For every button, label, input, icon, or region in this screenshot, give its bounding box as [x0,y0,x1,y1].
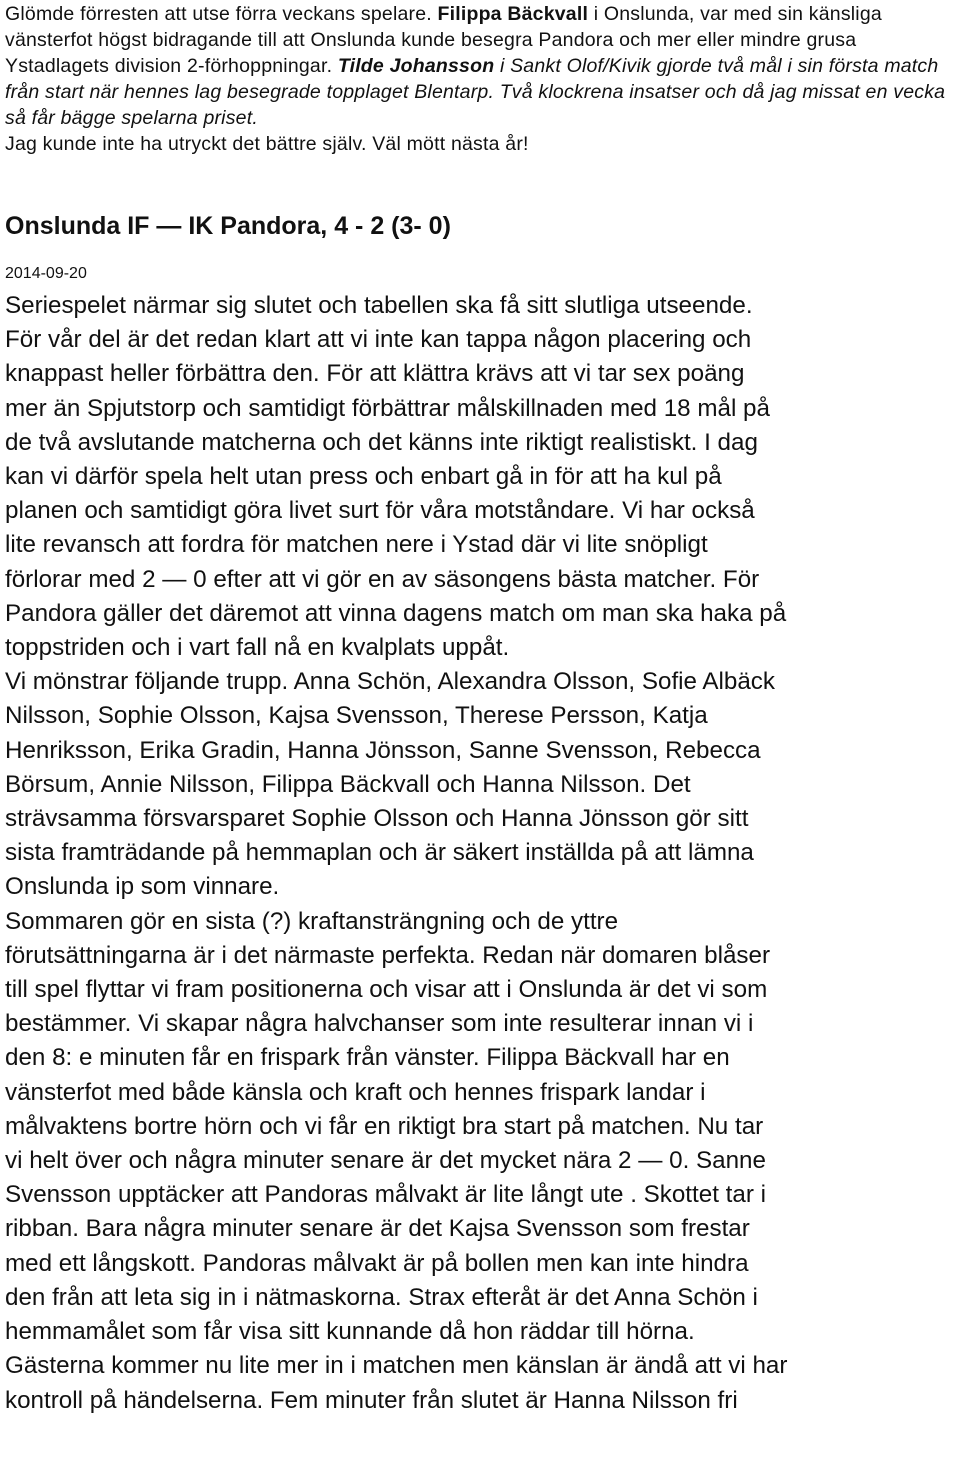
article-headline: Onslunda IF — IK Pandora, 4 - 2 (3- 0) [5,212,451,240]
article-body-line: bestämmer. Vi skapar några halvchanser som inte resulterar innan vi i [5,1010,754,1038]
article-body-line: förutsättningarna är i det närmaste perfekta. Redan när domaren blåser [5,941,771,969]
intro-closing: Jag kunde inte ha utryckt det bättre själv. Väl mött nästa år! [5,133,529,155]
article-body-line: vi helt över och några minuter senare är det mycket nära 2 — 0. Sanne [5,1147,766,1175]
article-body-line: mer än Spjutstorp och samtidigt förbättrar målskillnaden med 18 mål på [5,394,770,422]
article-body-line: kontroll på händelserna. Fem minuter från slutet är Hanna Nilsson fri [5,1386,738,1414]
intro-text-b: i Onslunda, var med sin känsliga vänsterfot högst bidragande till att Onslunda kunde besegra Pandora och mer eller mindre grusa Ystadlagets division 2-förhoppningar. [5,3,882,77]
article-body-line: strävsamma försvarsparet Sophie Olsson och Hanna Jönsson gör sitt [5,805,749,833]
article-date: 2014-09-20 [5,265,87,282]
intro-text-a: Glömde förresten att utse förra veckans spelare. [5,3,438,25]
article-body-line: knappast heller förbättra den. För att klättra krävs att vi tar sex poäng [5,360,745,388]
article-body-line: de två avslutande matcherna och det känns inte riktigt realistiskt. I dag [5,428,758,456]
article-body-line: målvaktens bortre hörn och vi får en riktigt bra start på matchen. Nu tar [5,1112,764,1140]
article-body-line: Svensson upptäcker att Pandoras målvakt är lite långt ute . Skottet tar i [5,1181,766,1209]
article-body [5,289,955,1418]
article-body-line: vänsterfot med både känsla och kraft och hennes frispark landar i [5,1078,706,1106]
article-body-line: den 8: e minuten får en frispark från vänster. Filippa Bäckvall har en [5,1044,730,1072]
document-page [5,0,955,1418]
article-body-line: Henriksson, Erika Gradin, Hanna Jönsson, Sanne Svensson, Rebecca [5,736,761,764]
article-body-line: toppstriden och i vart fall nå en kvalplats uppåt. [5,634,510,662]
article-body-line: Gästerna kommer nu lite mer in i matchen men känslan är ändå att vi har [5,1352,788,1380]
article-body-line: Onslunda ip som vinnare. [5,873,280,901]
article-body-line: Pandora gäller det däremot att vinna dagens match om man ska haka på [5,599,787,627]
article-body-line: Seriespelet närmar sig slutet och tabellen ska få sitt slutliga utseende. [5,292,753,319]
article-body-line: med ett långskott. Pandoras målvakt är på bollen men kan inte hindra [5,1249,749,1277]
article-body-line: lite revansch att fordra för matchen nere i Ystad där vi lite snöpligt [5,531,708,559]
intro-text-d: Två klockrena insatser och då jag missat en vecka så får bägge spelarna priset. [5,81,946,129]
article-body-line: förlorar med 2 — 0 efter att vi gör en av säsongens bästa matcher. För [5,565,760,593]
article-body-line: ribban. Bara några minuter senare är det Kajsa Svensson som frestar [5,1215,750,1243]
player-name-tilde: Tilde Johansson [337,55,495,77]
article-body-line: Vi mönstrar följande trupp. Anna Schön, Alexandra Olsson, Sofie Albäck [5,668,775,696]
player-name-filippa: Filippa Bäckvall [437,3,589,25]
article-body-line: Sommaren gör en sista (?) kraftansträngning och de yttre [5,907,619,935]
intro-paragraph [5,0,955,157]
article-body-line: För vår del är det redan klart att vi inte kan tappa någon placering och [5,326,752,354]
article-body-line: sista framträdande på hemmaplan och är säkert inställda på att lämna [5,839,754,867]
article-body-line: planen och samtidigt göra livet surt för våra motståndare. Vi har också [5,497,755,525]
article-body-line: hemmamålet som får visa sitt kunnande då hon räddar till hörna. [5,1318,695,1346]
article-body-line: kan vi därför spela helt utan press och enbart gå in för att ha kul på [5,463,722,491]
article-body-line: till spel flyttar vi fram positionerna och visar att i Onslunda är det vi som [5,976,768,1004]
intro-text-c: i Sankt Olof/Kivik gjorde två mål i sin första match från start när hennes lag besegrade topplaget Blentarp. [5,55,939,103]
article-body-line: Börsum, Annie Nilsson, Filippa Bäckvall och Hanna Nilsson. Det [5,770,691,798]
article-body-line: Nilsson, Sophie Olsson, Kajsa Svensson, Therese Persson, Katja [5,702,708,730]
article-body-line: den från att leta sig in i nätmaskorna. Strax efteråt är det Anna Schön i [5,1283,758,1311]
